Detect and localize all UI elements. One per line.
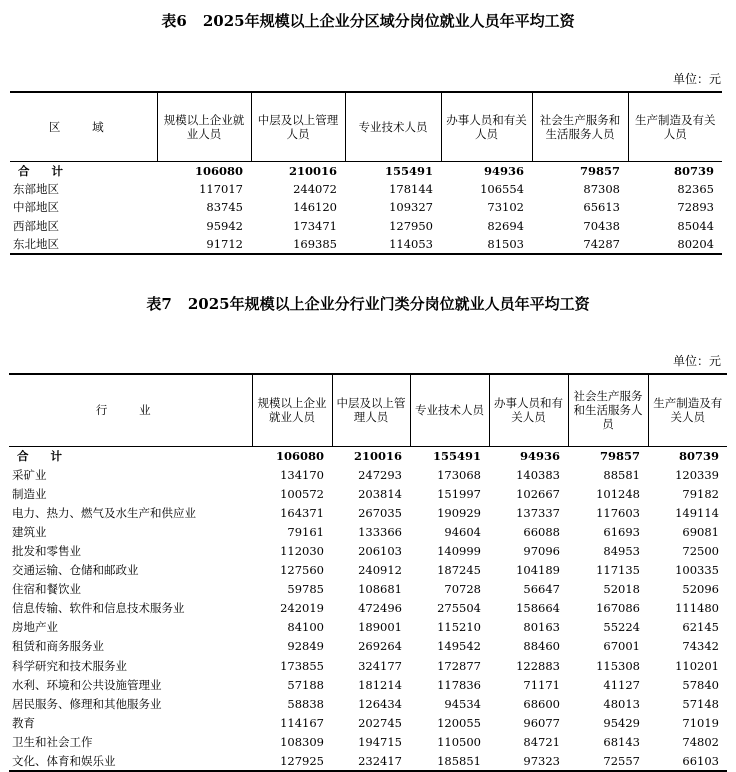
table-cell: 96077 <box>523 715 560 730</box>
table-cell: 57148 <box>682 696 719 711</box>
table-cell: 275504 <box>437 601 481 616</box>
table-cell: 95942 <box>206 219 243 234</box>
table-cell: 57840 <box>682 677 719 692</box>
row-label: 文化、体育和娱乐业 <box>9 752 252 771</box>
table-cell: 267035 <box>358 505 402 520</box>
table-cell: 106554 <box>480 181 524 196</box>
table-cell: 106080 <box>194 163 243 178</box>
table-cell: 87308 <box>583 181 620 196</box>
table-row <box>10 198 722 217</box>
table-cell: 194715 <box>358 734 402 749</box>
table-cell: 269264 <box>358 639 402 654</box>
table-cell: 52096 <box>682 582 719 597</box>
table-cell: 146120 <box>293 200 337 215</box>
table-cell: 117603 <box>596 505 640 520</box>
table7-header-row <box>9 374 727 446</box>
table-cell: 206103 <box>358 544 402 559</box>
row-label: 卫生和社会工作 <box>12 734 93 749</box>
table-cell: 70728 <box>444 582 481 597</box>
table-cell: 167086 <box>596 601 640 616</box>
table-cell: 178144 <box>389 181 433 196</box>
table6-header-clerks: 办事人员和有关人员 <box>441 92 532 161</box>
table7-number: 表7 <box>146 295 172 313</box>
table-cell: 97096 <box>523 544 560 559</box>
table-cell: 127950 <box>389 219 433 234</box>
table-cell: 66103 <box>648 752 727 771</box>
total-row <box>10 161 722 180</box>
table-row <box>9 484 727 503</box>
table-cell: 169385 <box>251 235 345 254</box>
table-cell: 55224 <box>603 620 640 635</box>
table-cell: 324177 <box>358 658 402 673</box>
table-cell: 69081 <box>682 524 719 539</box>
table-cell: 66088 <box>523 524 560 539</box>
table-cell: 122883 <box>516 658 560 673</box>
table-cell: 85044 <box>677 219 714 234</box>
table-cell: 82694 <box>487 219 524 234</box>
table7-body <box>9 446 727 771</box>
table7-title <box>0 294 736 314</box>
table-cell: 41127 <box>603 677 640 692</box>
row-label: 东部地区 <box>13 181 59 196</box>
row-label: 住宿和餐饮业 <box>12 582 81 597</box>
table-cell: 79857 <box>599 448 640 463</box>
table-cell: 203814 <box>358 486 402 501</box>
table-cell: 94936 <box>483 163 524 178</box>
table-cell: 115308 <box>596 658 640 673</box>
table-cell: 117836 <box>437 677 481 692</box>
table-cell: 94534 <box>444 696 481 711</box>
table-cell: 84721 <box>523 734 560 749</box>
table-cell: 95429 <box>603 715 640 730</box>
table7-unit: 单位：元 <box>673 354 722 368</box>
table-cell: 111480 <box>675 601 719 616</box>
table-cell: 104189 <box>516 563 560 578</box>
table-cell: 242019 <box>280 601 324 616</box>
row-label: 科学研究和技术服务业 <box>12 658 127 673</box>
row-label: 采矿业 <box>12 467 47 482</box>
table-cell: 240912 <box>358 563 402 578</box>
row-label: 交通运输、仓储和邮政业 <box>12 563 139 578</box>
table-cell: 80163 <box>523 620 560 635</box>
table-row <box>9 561 727 580</box>
table-cell: 108309 <box>280 734 324 749</box>
table-row <box>9 637 727 656</box>
row-label: 中部地区 <box>13 200 59 215</box>
table-row <box>9 541 727 560</box>
table-cell: 247293 <box>358 467 402 482</box>
table-cell: 472496 <box>358 601 402 616</box>
table-cell: 114167 <box>280 715 324 730</box>
table-cell: 244072 <box>293 181 337 196</box>
table-cell: 117017 <box>199 181 243 196</box>
table-cell: 70438 <box>583 219 620 234</box>
table-cell: 94604 <box>444 524 481 539</box>
table-cell: 61693 <box>603 524 640 539</box>
table-cell: 120055 <box>437 715 481 730</box>
table-cell: 88581 <box>603 467 640 482</box>
table-cell: 79857 <box>579 163 620 178</box>
table-cell: 73102 <box>487 200 524 215</box>
table-cell: 84953 <box>603 544 640 559</box>
row-label: 教育 <box>12 715 35 730</box>
table-cell: 88460 <box>523 639 560 654</box>
table-cell: 94936 <box>519 448 560 463</box>
table-cell: 173471 <box>293 219 337 234</box>
table7-header-production-workers: 生产制造及有关人员 <box>648 374 727 446</box>
table-row <box>9 752 727 771</box>
row-label: 房地产业 <box>12 620 58 635</box>
table6-header-service-workers: 社会生产服务和生活服务人员 <box>532 92 628 161</box>
table-cell: 68143 <box>603 734 640 749</box>
table-cell: 67001 <box>603 639 640 654</box>
table-cell: 158664 <box>516 601 560 616</box>
table-row <box>10 217 722 236</box>
table-cell: 72893 <box>677 200 714 215</box>
table6-body <box>10 161 722 254</box>
table-cell: 202745 <box>358 715 402 730</box>
table6-header-managers: 中层及以上管理人员 <box>251 92 345 161</box>
table-row <box>9 618 727 637</box>
table-cell: 155491 <box>384 163 433 178</box>
table-cell: 48013 <box>603 696 640 711</box>
table-cell: 79161 <box>287 524 324 539</box>
table-cell: 110201 <box>675 658 719 673</box>
row-label: 建筑业 <box>12 524 47 539</box>
table-row <box>9 465 727 484</box>
table-cell: 71171 <box>523 677 560 692</box>
table-cell: 68600 <box>523 696 560 711</box>
table-cell: 100335 <box>675 563 719 578</box>
table-cell: 74802 <box>682 734 719 749</box>
table6-number: 表6 <box>161 12 187 30</box>
table-cell: 210016 <box>288 163 337 178</box>
row-label: 水利、环境和公共设施管理业 <box>12 677 162 692</box>
table-cell: 97323 <box>489 752 568 771</box>
table-cell: 108681 <box>358 582 402 597</box>
table-cell: 155491 <box>432 448 481 463</box>
table-cell: 134170 <box>280 467 324 482</box>
row-label: 信息传输、软件和信息技术服务业 <box>12 601 185 616</box>
table-row <box>9 675 727 694</box>
table-cell: 84100 <box>287 620 324 635</box>
table-cell: 189001 <box>358 620 402 635</box>
table-cell: 79182 <box>682 486 719 501</box>
row-label: 制造业 <box>12 486 47 501</box>
table-cell: 52018 <box>603 582 640 597</box>
row-label: 合 计 <box>17 448 72 463</box>
table7-header-service-workers: 社会生产服务和生活服务人员 <box>568 374 648 446</box>
table-cell: 57188 <box>287 677 324 692</box>
table-cell: 185851 <box>410 752 489 771</box>
table-cell: 140383 <box>516 467 560 482</box>
table7-header-managers: 中层及以上管理人员 <box>332 374 410 446</box>
table-cell: 232417 <box>332 752 410 771</box>
table-cell: 102667 <box>516 486 560 501</box>
table-cell: 172877 <box>437 658 481 673</box>
table-cell: 72557 <box>568 752 648 771</box>
table-cell: 127925 <box>252 752 332 771</box>
table-cell: 149542 <box>437 639 481 654</box>
table-cell: 58838 <box>287 696 324 711</box>
table7-header-clerks: 办事人员和有关人员 <box>489 374 568 446</box>
table-cell: 149114 <box>675 505 719 520</box>
table-cell: 114053 <box>345 235 441 254</box>
table-cell: 74342 <box>682 639 719 654</box>
table-cell: 74287 <box>532 235 628 254</box>
table7-header-all-employees: 规模以上企业就业人员 <box>252 374 332 446</box>
table-cell: 101248 <box>596 486 640 501</box>
table-cell: 80739 <box>678 448 719 463</box>
row-label: 电力、热力、燃气及水生产和供应业 <box>12 505 196 520</box>
table-cell: 91712 <box>157 235 251 254</box>
table-row <box>9 656 727 675</box>
table-cell: 59785 <box>287 582 324 597</box>
table-cell: 112030 <box>280 544 324 559</box>
row-label: 东北地区 <box>10 235 157 254</box>
total-row <box>9 446 727 465</box>
table-cell: 117135 <box>596 563 640 578</box>
table-cell: 190929 <box>437 505 481 520</box>
table-cell: 71019 <box>682 715 719 730</box>
table-cell: 65613 <box>583 200 620 215</box>
table6-header-region: 区 域 <box>10 92 157 161</box>
table7-header-professionals: 专业技术人员 <box>410 374 489 446</box>
table-cell: 80739 <box>673 163 714 178</box>
table-cell: 173068 <box>437 467 481 482</box>
table-cell: 100572 <box>280 486 324 501</box>
table6-header-row <box>10 92 722 161</box>
table-cell: 109327 <box>389 200 433 215</box>
table-cell: 92849 <box>287 639 324 654</box>
table-row <box>9 713 727 732</box>
table-row <box>10 235 722 254</box>
table7-header-industry: 行 业 <box>9 374 252 446</box>
table-row <box>9 522 727 541</box>
table6 <box>10 91 722 255</box>
table-cell: 187245 <box>437 563 481 578</box>
table-cell: 106080 <box>275 448 324 463</box>
table6-title-text: 2025年规模以上企业分区域分岗位就业人员年平均工资 <box>202 12 575 30</box>
table-cell: 80204 <box>628 235 722 254</box>
row-label: 批发和零售业 <box>12 544 81 559</box>
row-label: 居民服务、修理和其他服务业 <box>12 696 162 711</box>
table-cell: 173855 <box>280 658 324 673</box>
table6-header-production-workers: 生产制造及有关人员 <box>628 92 722 161</box>
table-cell: 62145 <box>682 620 719 635</box>
table-cell: 127560 <box>280 563 324 578</box>
table-cell: 137337 <box>516 505 560 520</box>
table6-title <box>0 11 736 31</box>
table-cell: 151997 <box>437 486 481 501</box>
table-cell: 210016 <box>353 448 402 463</box>
table-cell: 81503 <box>441 235 532 254</box>
table-cell: 126434 <box>358 696 402 711</box>
table6-unit: 单位：元 <box>673 72 722 86</box>
table-row <box>9 599 727 618</box>
table-cell: 82365 <box>677 181 714 196</box>
table6-header-professionals: 专业技术人员 <box>345 92 441 161</box>
table7-title-text: 2025年规模以上企业分行业门类分岗位就业人员年平均工资 <box>187 295 590 313</box>
table-row <box>9 732 727 751</box>
row-label: 合 计 <box>18 163 73 178</box>
table-cell: 110500 <box>437 734 481 749</box>
table-row <box>9 694 727 713</box>
table-cell: 120339 <box>675 467 719 482</box>
table-row <box>9 580 727 599</box>
table-cell: 72500 <box>682 544 719 559</box>
table6-header-all-employees: 规模以上企业就业人员 <box>157 92 251 161</box>
table-row <box>10 180 722 199</box>
table-cell: 56647 <box>523 582 560 597</box>
table-row <box>9 503 727 522</box>
table-cell: 133366 <box>358 524 402 539</box>
table-cell: 181214 <box>358 677 402 692</box>
row-label: 西部地区 <box>13 219 59 234</box>
table-cell: 140999 <box>437 544 481 559</box>
table-cell: 115210 <box>437 620 481 635</box>
table7 <box>9 373 727 772</box>
row-label: 租赁和商务服务业 <box>12 639 104 654</box>
table-cell: 83745 <box>206 200 243 215</box>
table-cell: 164371 <box>280 505 324 520</box>
